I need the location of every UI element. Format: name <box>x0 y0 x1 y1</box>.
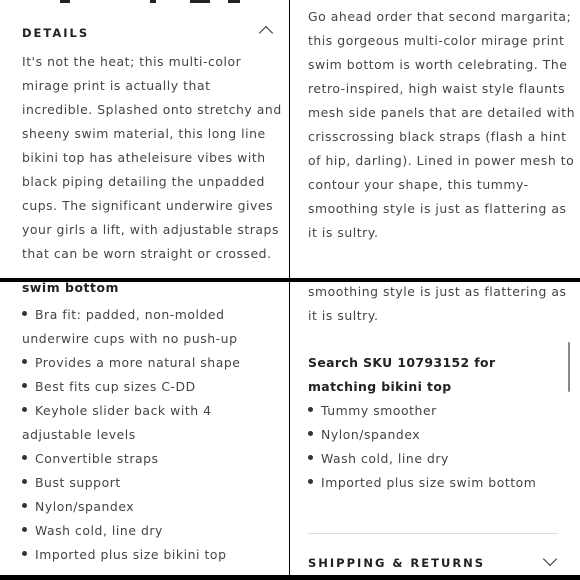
chevron-down-icon[interactable] <box>543 552 557 566</box>
list-item: Nylon/spandex <box>22 495 284 519</box>
details-heading[interactable]: DETAILS <box>22 26 90 40</box>
bikini-top-features-panel <box>0 282 289 575</box>
bikini-top-description: It's not the heat; this multi-color mirage print is actually that incredible. Splashed onto stretchy and sheeny swim material, this long line bikini top has atheleisure vibes with black piping detailing the unpadded cups. The significant underwire gives your girls a lift, with adjustable straps that can be worn straight or crossed. <box>22 54 282 261</box>
frame-bottom-edge <box>0 575 580 580</box>
cropped-top-mark <box>190 0 210 3</box>
bullet-dot-icon <box>22 383 27 388</box>
panel-divider-vertical <box>289 0 290 580</box>
swim-bottom-feature-list <box>308 399 576 495</box>
section-divider <box>308 533 558 534</box>
bullet-dot-icon <box>308 431 313 436</box>
bullet-dot-icon <box>22 479 27 484</box>
bullet-dot-icon <box>22 359 27 364</box>
list-item: Provides a more natural shape <box>22 351 284 375</box>
list-item: Wash cold, line dry <box>22 519 284 543</box>
chevron-up-icon[interactable] <box>259 26 273 40</box>
list-item: Wash cold, line dry <box>308 447 576 471</box>
scrollbar-thumb[interactable] <box>568 342 570 392</box>
swim-bottom-description: Go ahead order that second margarita; this gorgeous multi-color mirage print swim bottom is worth celebrating. The retro-inspired, high waist style flaunts mesh side panels that are detailed with crisscrossing black straps (flash a hint of hip, darling). Lined in power mesh to contour your shape, this tummy-smoothing style is just as flattering as it is sultry. <box>308 9 576 240</box>
bullet-dot-icon <box>22 527 27 532</box>
list-item: Tummy smoother <box>308 399 576 423</box>
matching-sku-text: Search SKU 10793152 for matching bikini top <box>308 355 496 394</box>
bikini-top-feature-list <box>22 303 284 567</box>
cropped-top-mark <box>150 0 156 3</box>
bullet-dot-icon <box>308 407 313 412</box>
details-panel-top-right <box>290 0 580 278</box>
bullet-dot-icon <box>22 311 27 316</box>
list-item: Imported plus size swim bottom <box>308 471 576 495</box>
panel-divider-horizontal <box>0 278 580 282</box>
bullet-dot-icon <box>22 503 27 508</box>
cropped-top-mark <box>228 0 240 3</box>
shipping-returns-heading[interactable]: SHIPPING & RETURNS <box>308 556 486 570</box>
details-panel-top <box>0 0 289 278</box>
cropped-top-mark <box>60 0 70 3</box>
bullet-dot-icon <box>308 455 313 460</box>
bullet-dot-icon <box>22 407 27 412</box>
list-item: Bra fit: padded, non-molded underwire cups with no push-up <box>22 307 238 346</box>
list-item: Imported plus size bikini top <box>22 543 284 567</box>
swim-bottom-features-panel <box>290 282 580 575</box>
bullet-dot-icon <box>22 455 27 460</box>
text-line: it is sultry. <box>308 308 379 323</box>
bullet-dot-icon <box>22 551 27 556</box>
bullet-dot-icon <box>308 479 313 484</box>
cropped-section-heading: swim bottom <box>22 282 119 295</box>
list-item: Best fits cup sizes C-DD <box>22 375 284 399</box>
list-item: Nylon/spandex <box>308 423 576 447</box>
cropped-text-line: smoothing style is just as flattering as <box>308 284 567 299</box>
list-item: Keyhole slider back with 4 adjustable levels <box>22 403 212 442</box>
list-item: Convertible straps <box>22 447 284 471</box>
list-item: Bust support <box>22 471 284 495</box>
